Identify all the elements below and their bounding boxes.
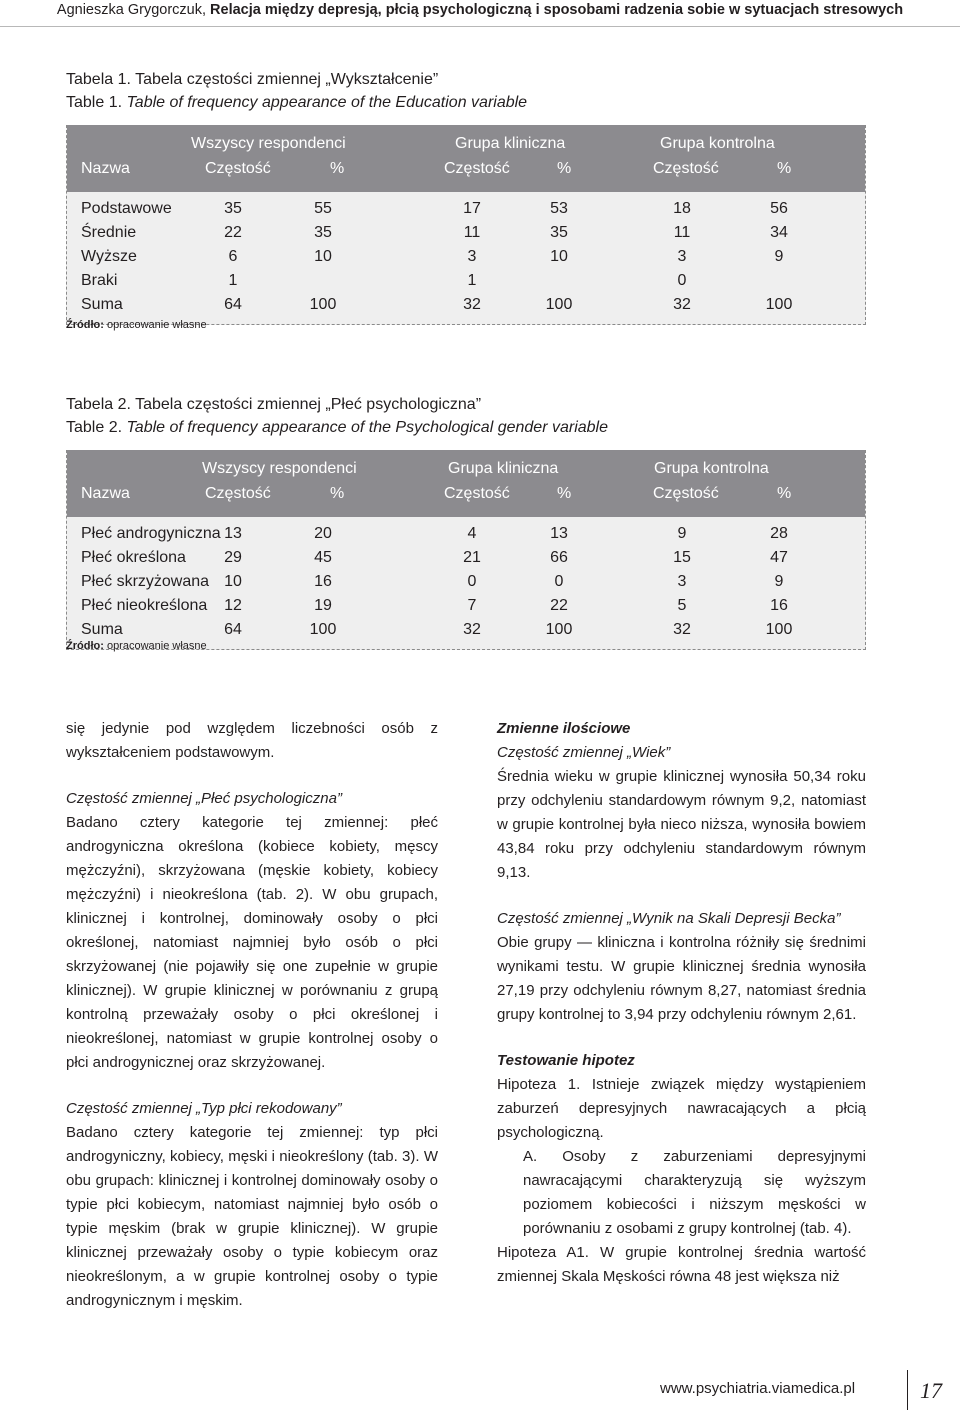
header-freq: Częstość: [444, 485, 510, 502]
table-row: [67, 523, 865, 547]
table-cell: 3: [677, 248, 687, 265]
table-1-body: [67, 192, 865, 324]
row-label: Suma: [81, 296, 123, 313]
table-cell: 18: [673, 200, 691, 217]
table-cell: 21: [463, 549, 481, 566]
caption-text: Tabela częstości zmiennej „Wykształcenie”: [130, 71, 439, 88]
table-cell: 19: [314, 597, 332, 614]
source-text: opracowanie własne: [103, 640, 207, 652]
header-group-all: Wszyscy respondenci: [202, 460, 357, 477]
table-cell: 17: [463, 200, 481, 217]
table-cell: 0: [554, 573, 564, 590]
footer-website: www.psychiatria.viamedica.pl: [660, 1380, 856, 1397]
table-cell: 22: [224, 224, 242, 241]
table-row: [67, 198, 865, 222]
row-label: Płeć androgyniczna: [81, 525, 221, 542]
table-cell: 0: [467, 573, 477, 590]
table-cell: 64: [224, 296, 242, 313]
header-pct: %: [557, 160, 572, 177]
hypothesis-a1: [497, 1241, 866, 1289]
table-cell: 11: [463, 224, 481, 241]
table-2-caption-en: [66, 416, 866, 439]
table-cell: 9: [677, 525, 687, 542]
table-cell: 100: [309, 296, 337, 313]
table-cell: 1: [228, 272, 238, 289]
table-cell: 16: [314, 573, 332, 590]
source-label: Źródło:: [66, 319, 104, 331]
row-label: Braki: [81, 272, 118, 289]
table-cell: 9: [774, 248, 784, 265]
header-pct: %: [777, 485, 792, 502]
table-cell: 32: [463, 296, 481, 313]
caption-text: Tabela częstości zmiennej „Płeć psychologiczna”: [130, 396, 482, 413]
table-cell: 29: [224, 549, 242, 566]
table-1-caption-en: [66, 91, 866, 114]
row-label: Płeć nieokreślona: [81, 597, 208, 614]
header-freq: Częstość: [205, 160, 271, 177]
table-1-source: [66, 319, 207, 331]
subsection-heading: Częstość zmiennej „Wynik na Skali Depresji Becka”: [497, 910, 841, 927]
table-cell: 100: [765, 621, 793, 638]
table-row: [67, 294, 865, 318]
table-2-source: [66, 640, 207, 652]
table-cell: 28: [770, 525, 788, 542]
row-label: Suma: [81, 621, 123, 638]
header-group-all: Wszyscy respondenci: [191, 135, 346, 152]
hypothesis-label: Hipoteza 1.: [497, 1076, 581, 1093]
table-cell: 32: [673, 296, 691, 313]
table-cell: 6: [228, 248, 238, 265]
header-group-clinical: Grupa kliniczna: [455, 135, 566, 152]
table-cell: 100: [765, 296, 793, 313]
section-heading: Częstość zmiennej „Płeć psychologiczna”: [66, 790, 342, 807]
table-2-caption-pl: [66, 393, 866, 416]
table-cell: 4: [467, 525, 477, 542]
caption-label: Table 1.: [66, 94, 123, 111]
caption-text: Table of frequency appearance of the Education variable: [122, 94, 528, 111]
table-1-caption-pl: [66, 68, 866, 91]
table-cell: 9: [774, 573, 784, 590]
right-column: [497, 717, 866, 1289]
header-freq: Częstość: [205, 485, 271, 502]
table-1-header: [67, 125, 865, 192]
table-cell: 7: [467, 597, 477, 614]
row-label: Średnie: [81, 224, 137, 241]
table-row: [67, 246, 865, 270]
running-head: [0, 0, 960, 27]
subsection-heading: Częstość zmiennej „Wiek”: [497, 744, 671, 761]
hypothesis-1: [497, 1073, 866, 1145]
table-cell: 3: [467, 248, 477, 265]
header-group-control: Grupa kontrolna: [654, 460, 769, 477]
table-cell: 10: [224, 573, 242, 590]
header-pct: %: [557, 485, 572, 502]
caption-label: Table 2.: [66, 419, 123, 436]
table-cell: 100: [545, 296, 573, 313]
section-heading: Testowanie hipotez: [497, 1052, 635, 1069]
table-cell: 12: [224, 597, 242, 614]
row-label: Podstawowe: [81, 200, 172, 217]
header-freq: Częstość: [444, 160, 510, 177]
paragraph: Badano cztery kategorie tej zmiennej: płeć androgyniczna określona (kobiece kobiety, męscy mężczyźni), skrzyżowana (męskie kobiety, kobiecy mężczyźni) i nieokreślona (tab. 2). W obu grupach, klinicznej i kontrolnej, dominowały osoby o płci określonej, natomiast najmniej było osób o płci skrzyżowanej (nie pojawiły się one zupełnie w grupie klinicznej). W grupie klinicznej w porównaniu z grupą kontrolną przeważały osoby o płci określonej i nieokreślonej, natomiast w grupie kontrolnej osoby o płci androgynicznej oraz skrzyżowanej.: [66, 814, 438, 1071]
table-2-header: [67, 450, 865, 517]
table-cell: 55: [314, 200, 332, 217]
table-row: [67, 270, 865, 294]
header-group-clinical: Grupa kliniczna: [448, 460, 559, 477]
table-cell: 35: [550, 224, 568, 241]
table-2: [66, 450, 866, 650]
table-1-block: [66, 68, 866, 325]
table-cell: 45: [314, 549, 332, 566]
table-2-body: [67, 517, 865, 649]
header-pct: %: [777, 160, 792, 177]
running-head-author: Agnieszka Grygorczuk,: [56, 2, 211, 18]
table-cell: 35: [314, 224, 332, 241]
source-text: opracowanie własne: [103, 319, 207, 331]
table-cell: 34: [770, 224, 788, 241]
caption-label: Tabela 2.: [66, 396, 131, 413]
table-cell: 10: [314, 248, 332, 265]
left-column: [66, 717, 438, 1313]
running-head-title: Relacja między depresją, płcią psychologiczną i sposobami radzenia sobie w sytuacjach stresowych: [210, 2, 904, 18]
header-freq: Częstość: [653, 485, 719, 502]
table-cell: 22: [550, 597, 568, 614]
hypothesis-text: W grupie kontrolnej średnia wartość zmiennej Skala Męskości równa 48 jest większa niż: [497, 1244, 867, 1285]
table-row: [67, 547, 865, 571]
table-cell: 15: [673, 549, 691, 566]
source-label: Źródło:: [66, 640, 104, 652]
table-cell: 3: [677, 573, 687, 590]
table-cell: 32: [463, 621, 481, 638]
table-cell: 35: [224, 200, 242, 217]
table-1: [66, 125, 866, 325]
section-heading: Częstość zmiennej „Typ płci rekodowany”: [66, 1100, 342, 1117]
section-heading: Zmienne ilościowe: [497, 720, 631, 737]
table-cell: 10: [550, 248, 568, 265]
header-name: Nazwa: [81, 160, 130, 177]
row-label: Płeć skrzyżowana: [81, 573, 210, 590]
table-row: [67, 571, 865, 595]
table-cell: 1: [467, 272, 477, 289]
row-label: Płeć określona: [81, 549, 186, 566]
header-name: Nazwa: [81, 485, 130, 502]
table-cell: 53: [550, 200, 568, 217]
hypothesis-a: A. Osoby z zaburzeniami depresyjnymi nawracającymi charakteryzują się wyższym poziomem kobiecości i niższym męskości w porównaniu z osobami z grupy kontrolnej (tab. 4).: [523, 1148, 866, 1237]
table-cell: 56: [770, 200, 788, 217]
paragraph: Średnia wieku w grupie klinicznej wynosiła 50,34 roku przy odchyleniu standardowym równym 9,2, natomiast w grupie kontrolnej była nieco niższa, wynosiła bowiem 43,84 roku przy odchyleniu standardowym równym 9,13.: [497, 768, 866, 881]
header-freq: Częstość: [653, 160, 719, 177]
paragraph: się jedynie pod względem liczebności osób z wykształceniem podstawowym.: [66, 720, 438, 761]
hypothesis-label: Hipoteza A1.: [497, 1244, 589, 1261]
caption-text: Table of frequency appearance of the Psychological gender variable: [122, 419, 608, 436]
page-number: 17: [920, 1378, 942, 1403]
hypothesis-text: Istnieje związek między wystąpieniem zaburzeń depresyjnych nawracających a płcią psychologiczną.: [497, 1076, 866, 1141]
table-cell: 100: [309, 621, 337, 638]
table-2-block: [66, 393, 866, 650]
table-cell: 13: [224, 525, 242, 542]
table-cell: 100: [545, 621, 573, 638]
table-cell: 66: [550, 549, 568, 566]
caption-label: Tabela 1.: [66, 71, 131, 88]
table-cell: 13: [550, 525, 568, 542]
table-cell: 16: [770, 597, 788, 614]
paragraph: Obie grupy — kliniczna i kontrolna różniły się średnimi wynikami testu. W grupie klinicznej średnia wynosiła 27,19 przy odchyleniu równym 8,27, natomiast średnia grupy kontrolnej to 3,94 przy odchyleniu równym 2,61.: [497, 934, 866, 1023]
table-cell: 0: [677, 272, 687, 289]
table-cell: 47: [770, 549, 788, 566]
table-cell: 5: [677, 597, 687, 614]
table-cell: 11: [673, 224, 691, 241]
row-label: Wyższe: [81, 248, 137, 265]
table-row: [67, 222, 865, 246]
header-pct: %: [330, 485, 345, 502]
header-pct: %: [330, 160, 345, 177]
table-row: [67, 595, 865, 619]
table-cell: 32: [673, 621, 691, 638]
footer-divider: [907, 1370, 908, 1410]
paragraph: Badano cztery kategorie tej zmiennej: typ płci androgyniczny, kobiecy, męski i nieokreślony (tab. 3). W obu grupach: klinicznej i kontrolnej dominowały osoby o typie płci kobiecym, natomiast najmniej było osób o typie męskim (brak w grupie klinicznej). W grupie klinicznej przeważały osoby o typie kobiecym oraz nieokreślonym, a w grupie kontrolnej osoby o typie androgynicznym i męskim.: [66, 1124, 438, 1309]
table-cell: 20: [314, 525, 332, 542]
header-group-control: Grupa kontrolna: [660, 135, 775, 152]
table-cell: 64: [224, 621, 242, 638]
